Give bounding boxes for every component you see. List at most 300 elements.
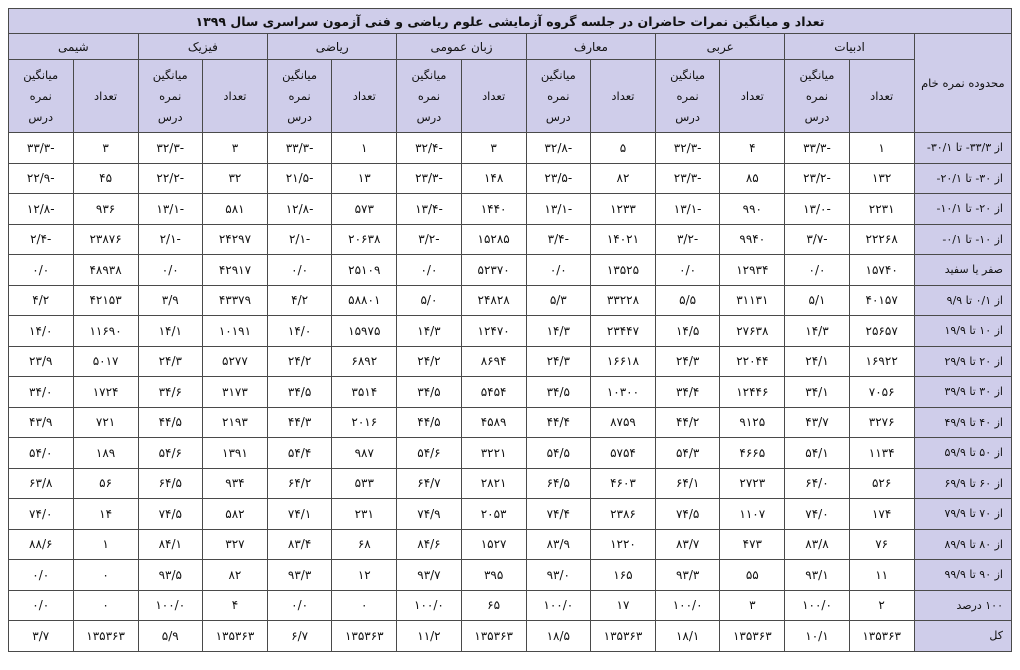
mean-cell: ۵۴/۶	[138, 438, 202, 469]
count-cell: ۱۴	[73, 499, 138, 530]
score-range-label: از ۴۰ تا ۴۹/۹	[914, 407, 1011, 438]
table-row	[9, 133, 1012, 164]
mean-header	[785, 60, 849, 133]
mean-cell: ۱۴/۳	[397, 316, 461, 347]
count-cell: ۰	[73, 590, 138, 621]
mean-cell: -۳۲/۳	[138, 133, 202, 164]
count-cell: ۳	[202, 133, 267, 164]
table-row	[9, 438, 1012, 469]
mean-cell: ۰/۰	[526, 255, 590, 286]
count-cell: ۱۷۲۴	[73, 377, 138, 408]
mean-cell: ۷۴/۴	[526, 499, 590, 530]
mean-cell: ۶۴/۵	[138, 468, 202, 499]
mean-cell: ۵۴/۱	[785, 438, 849, 469]
mean-cell: ۶۳/۸	[9, 468, 74, 499]
count-cell: ۵۴۵۴	[461, 377, 526, 408]
table-row	[9, 590, 1012, 621]
mean-cell: ۱۰۰/۰	[138, 590, 202, 621]
table-row	[9, 529, 1012, 560]
score-range-label: از ۰/۱ تا ۹/۹	[914, 285, 1011, 316]
mean-cell: ۴۴/۴	[526, 407, 590, 438]
count-cell: ۴۶۶۵	[720, 438, 785, 469]
count-cell: ۵۳۳	[332, 468, 397, 499]
score-range-label: صفر یا سفید	[914, 255, 1011, 286]
count-cell: ۲۲۳۱	[849, 194, 914, 225]
count-cell: ۵۸۲	[202, 499, 267, 530]
mean-header	[397, 60, 461, 133]
count-cell: ۳	[720, 590, 785, 621]
mean-cell: ۵/۱	[785, 285, 849, 316]
score-range-label: ۱۰۰ درصد	[914, 590, 1011, 621]
count-cell: ۸۷۵۹	[590, 407, 655, 438]
mean-cell: ۰/۰	[785, 255, 849, 286]
mean-cell: -۱۳/۱	[526, 194, 590, 225]
count-cell: ۳۹۵	[461, 560, 526, 591]
table-row	[9, 499, 1012, 530]
subject-header: ادبیات	[785, 34, 914, 60]
count-cell: ۶۸۹۲	[332, 346, 397, 377]
count-cell: ۳	[461, 133, 526, 164]
table-row	[9, 407, 1012, 438]
mean-cell: ۱۰۰/۰	[785, 590, 849, 621]
mean-header-line: نمره	[29, 88, 52, 103]
mean-cell: ۱۰۰/۰	[656, 590, 720, 621]
mean-cell: -۱۳/۴	[397, 194, 461, 225]
mean-cell: -۳۳/۳	[785, 133, 849, 164]
mean-cell: ۰/۰	[268, 255, 332, 286]
mean-cell: ۴۴/۳	[268, 407, 332, 438]
count-cell: ۳۱۷۳	[202, 377, 267, 408]
count-cell: ۲۵۱۰۹	[332, 255, 397, 286]
table-title: تعداد و میانگین نمرات حاضران در جلسه گروه آزمایشی علوم ریاضی و فنی آزمون سراسری سال ۱۳۹۹	[9, 9, 1012, 34]
count-cell: ۴۷۳	[720, 529, 785, 560]
mean-cell: ۳۴/۵	[397, 377, 461, 408]
mean-cell: ۲۴/۳	[656, 346, 720, 377]
count-cell: ۲۳۴۴۷	[590, 316, 655, 347]
mean-cell: ۳۴/۰	[9, 377, 74, 408]
count-cell: ۲۳۸۶	[590, 499, 655, 530]
count-cell: ۱۳۵۳۶۳	[849, 621, 914, 652]
mean-header	[9, 60, 74, 133]
mean-header-line: نمره	[288, 88, 311, 103]
count-cell: ۳۵۱۴	[332, 377, 397, 408]
mean-cell: -۲۳/۵	[526, 163, 590, 194]
count-cell: ۱۱۳۴	[849, 438, 914, 469]
score-range-label: از ۲۰ تا ۲۹/۹	[914, 346, 1011, 377]
mean-header	[268, 60, 332, 133]
count-cell: ۱	[332, 133, 397, 164]
count-cell: ۲۰۱۶	[332, 407, 397, 438]
mean-cell: -۱۳/۱	[656, 194, 720, 225]
mean-cell: ۶۴/۵	[526, 468, 590, 499]
mean-cell: ۸۳/۴	[268, 529, 332, 560]
mean-header-line: نمره	[417, 88, 441, 103]
count-cell: ۹۳۶	[73, 194, 138, 225]
count-cell: ۱۲۹۳۴	[720, 255, 785, 286]
count-cell: ۴۲۱۵۳	[73, 285, 138, 316]
mean-cell: ۷۴/۰	[9, 499, 74, 530]
count-cell: ۱۸۹	[73, 438, 138, 469]
mean-cell: ۸۳/۸	[785, 529, 849, 560]
table-row	[9, 285, 1012, 316]
count-header: تعداد	[590, 60, 655, 133]
score-range-label: کل	[914, 621, 1011, 652]
mean-cell: -۲۲/۹	[9, 163, 74, 194]
mean-header-line: درس	[28, 109, 54, 124]
count-cell: ۱۳۹۱	[202, 438, 267, 469]
mean-cell: ۵۴/۵	[526, 438, 590, 469]
score-range-label: از ۸۰ تا ۸۹/۹	[914, 529, 1011, 560]
count-cell: ۳۲۷	[202, 529, 267, 560]
subject-header-row	[9, 34, 1012, 60]
mean-header-line: درس	[416, 109, 442, 124]
mean-cell: ۱۸/۱	[656, 621, 720, 652]
mean-cell: ۹۳/۷	[397, 560, 461, 591]
count-cell: ۱۳۲	[849, 163, 914, 194]
mean-cell: ۸۳/۷	[656, 529, 720, 560]
mean-header-line: میانگین	[282, 67, 318, 82]
count-cell: ۱۳۵۳۶۳	[73, 621, 138, 652]
mean-header-line: میانگین	[540, 67, 576, 82]
mean-cell: ۵۴/۳	[656, 438, 720, 469]
count-cell: ۲۴۸۲۸	[461, 285, 526, 316]
count-cell: ۱۵۹۷۵	[332, 316, 397, 347]
table-row	[9, 163, 1012, 194]
mean-cell: ۶۴/۰	[785, 468, 849, 499]
count-cell: ۱۴۴۰	[461, 194, 526, 225]
count-cell: ۱	[849, 133, 914, 164]
count-cell: ۹۹۰	[720, 194, 785, 225]
table-row	[9, 194, 1012, 225]
count-header: تعداد	[202, 60, 267, 133]
table-row	[9, 224, 1012, 255]
count-cell: ۹۹۴۰	[720, 224, 785, 255]
mean-header-line: درس	[804, 109, 830, 124]
mean-cell: -۳/۴	[526, 224, 590, 255]
mean-cell: -۱۲/۸	[268, 194, 332, 225]
mean-cell: ۵/۹	[138, 621, 202, 652]
score-range-label: از ۳۰- تا ۲۰/۱-	[914, 163, 1011, 194]
count-cell: ۳	[73, 133, 138, 164]
mean-cell: ۰/۰	[9, 560, 74, 591]
mean-cell: ۷۴/۰	[785, 499, 849, 530]
mean-cell: ۰/۰	[656, 255, 720, 286]
count-cell: ۲	[849, 590, 914, 621]
mean-cell: ۴۳/۷	[785, 407, 849, 438]
count-cell: ۱۳۵۳۶۳	[461, 621, 526, 652]
count-header: تعداد	[849, 60, 914, 133]
mean-cell: -۲/۱	[268, 224, 332, 255]
count-cell: ۱۲۲۰	[590, 529, 655, 560]
count-cell: ۵۲۶	[849, 468, 914, 499]
mean-cell: ۷۴/۵	[656, 499, 720, 530]
count-cell: ۳۲۷۶	[849, 407, 914, 438]
mean-header-line: میانگین	[799, 67, 835, 82]
count-cell: ۲۰۶۳۸	[332, 224, 397, 255]
mean-header-line: نمره	[805, 88, 829, 103]
mean-cell: ۱۰۰/۰	[397, 590, 461, 621]
mean-cell: ۰/۰	[138, 255, 202, 286]
mean-cell: -۳۳/۳	[9, 133, 74, 164]
count-cell: ۳۱۱۳۱	[720, 285, 785, 316]
count-cell: ۱۲	[332, 560, 397, 591]
count-cell: ۹۱۲۵	[720, 407, 785, 438]
count-cell: ۳۳۲۲۸	[590, 285, 655, 316]
subject-header: زبان عمومی	[397, 34, 526, 60]
count-header: تعداد	[332, 60, 397, 133]
count-cell: ۹۳۴	[202, 468, 267, 499]
mean-header-line: میانگین	[23, 67, 59, 82]
count-cell: ۹۸۷	[332, 438, 397, 469]
mean-cell: ۹۳/۳	[268, 560, 332, 591]
mean-header	[138, 60, 202, 133]
mean-cell: -۱۳/۱	[138, 194, 202, 225]
mean-cell: -۳/۷	[785, 224, 849, 255]
subject-header: عربی	[656, 34, 785, 60]
results-table	[8, 8, 1012, 652]
mean-cell: ۷۴/۹	[397, 499, 461, 530]
score-range-label: از ۹۰ تا ۹۹/۹	[914, 560, 1011, 591]
mean-cell: ۴۴/۵	[397, 407, 461, 438]
mean-cell: -۳/۲	[656, 224, 720, 255]
score-range-label: از ۷۰ تا ۷۹/۹	[914, 499, 1011, 530]
mean-cell: ۱۴/۳	[785, 316, 849, 347]
mean-cell: ۸۸/۶	[9, 529, 74, 560]
mean-cell: ۶۴/۷	[397, 468, 461, 499]
count-cell: ۱۱	[849, 560, 914, 591]
mean-cell: ۲۳/۹	[9, 346, 74, 377]
count-cell: ۱۳۵۲۵	[590, 255, 655, 286]
count-cell: ۲۸۲۱	[461, 468, 526, 499]
count-cell: ۲۳۱	[332, 499, 397, 530]
subject-header: معارف	[526, 34, 655, 60]
count-cell: ۴	[202, 590, 267, 621]
mean-cell: ۲۴/۳	[526, 346, 590, 377]
mean-header-line: درس	[287, 109, 312, 124]
count-cell: ۱۰۱۹۱	[202, 316, 267, 347]
count-cell: ۵۲۳۷۰	[461, 255, 526, 286]
count-cell: ۷۰۵۶	[849, 377, 914, 408]
count-cell: ۵۸۸۰۱	[332, 285, 397, 316]
score-range-label: از ۵۰ تا ۵۹/۹	[914, 438, 1011, 469]
mean-cell: ۱۴/۰	[268, 316, 332, 347]
score-range-label: از ۶۰ تا ۶۹/۹	[914, 468, 1011, 499]
mean-header	[526, 60, 590, 133]
sub-header-row	[9, 60, 1012, 133]
count-cell: ۸۶۹۴	[461, 346, 526, 377]
count-cell: ۲۷۶۳۸	[720, 316, 785, 347]
count-cell: ۱۶۶۱۸	[590, 346, 655, 377]
mean-cell: -۳/۲	[397, 224, 461, 255]
mean-cell: ۱۰۰/۰	[526, 590, 590, 621]
mean-header-line: نمره	[159, 88, 182, 103]
count-cell: ۱	[73, 529, 138, 560]
mean-cell: -۳۲/۴	[397, 133, 461, 164]
mean-cell: ۲۴/۳	[138, 346, 202, 377]
count-cell: ۵۸۱	[202, 194, 267, 225]
mean-cell: ۱۴/۵	[656, 316, 720, 347]
count-cell: ۱۶۹۲۲	[849, 346, 914, 377]
count-cell: ۵۷۳	[332, 194, 397, 225]
mean-cell: ۵/۰	[397, 285, 461, 316]
mean-header-line: درس	[545, 109, 571, 124]
count-cell: ۱۰۳۰۰	[590, 377, 655, 408]
count-cell: ۱۲۳۳	[590, 194, 655, 225]
mean-cell: -۲۳/۲	[785, 163, 849, 194]
count-cell: ۵۲۷۷	[202, 346, 267, 377]
mean-cell: ۶۴/۱	[656, 468, 720, 499]
subject-header: فیزیک	[138, 34, 267, 60]
count-header: تعداد	[73, 60, 138, 133]
count-cell: ۴۵۸۹	[461, 407, 526, 438]
count-cell: ۲۰۵۳	[461, 499, 526, 530]
mean-cell: ۵/۳	[526, 285, 590, 316]
count-cell: ۷۶	[849, 529, 914, 560]
mean-cell: ۷۴/۵	[138, 499, 202, 530]
mean-cell: ۳/۹	[138, 285, 202, 316]
mean-cell: ۱۴/۱	[138, 316, 202, 347]
mean-cell: ۰/۰	[9, 255, 74, 286]
count-cell: ۰	[73, 560, 138, 591]
count-cell: ۱۳۵۳۶۳	[202, 621, 267, 652]
count-cell: ۴	[720, 133, 785, 164]
count-cell: ۲۲۲۶۸	[849, 224, 914, 255]
mean-header-line: میانگین	[152, 67, 188, 82]
count-cell: ۱۵۲۸۵	[461, 224, 526, 255]
count-cell: ۵	[590, 133, 655, 164]
count-cell: ۱۵۲۷	[461, 529, 526, 560]
count-cell: ۸۵	[720, 163, 785, 194]
count-cell: ۳۲۲۱	[461, 438, 526, 469]
mean-cell: ۱۸/۵	[526, 621, 590, 652]
count-cell: ۳۲	[202, 163, 267, 194]
count-header: تعداد	[461, 60, 526, 133]
count-cell: ۲۲۰۴۴	[720, 346, 785, 377]
mean-header-line: درس	[157, 109, 183, 124]
table-row	[9, 560, 1012, 591]
row-header-label: محدوده نمره خام	[914, 34, 1011, 133]
mean-cell: ۴/۲	[9, 285, 74, 316]
mean-cell: ۸۴/۶	[397, 529, 461, 560]
mean-header-line: درس	[675, 109, 700, 124]
mean-cell: ۱۱/۲	[397, 621, 461, 652]
count-cell: ۱۳	[332, 163, 397, 194]
score-range-label: از ۱۰- تا ۰/۱-	[914, 224, 1011, 255]
count-cell: ۱۵۷۴۰	[849, 255, 914, 286]
count-cell: ۴۰۱۵۷	[849, 285, 914, 316]
mean-cell: ۶۴/۲	[268, 468, 332, 499]
table-row	[9, 255, 1012, 286]
mean-cell: ۶/۷	[268, 621, 332, 652]
count-cell: ۸۲	[202, 560, 267, 591]
mean-cell: ۵۴/۶	[397, 438, 461, 469]
count-cell: ۵۵	[720, 560, 785, 591]
count-cell: ۱۳۵۳۶۳	[332, 621, 397, 652]
mean-cell: ۹۳/۰	[526, 560, 590, 591]
mean-cell: ۰/۰	[268, 590, 332, 621]
results-table-container	[8, 8, 1012, 652]
mean-cell: -۳۲/۳	[656, 133, 720, 164]
table-row	[9, 377, 1012, 408]
mean-cell: -۳۲/۸	[526, 133, 590, 164]
mean-cell: ۳۴/۵	[526, 377, 590, 408]
mean-cell: ۸۴/۱	[138, 529, 202, 560]
count-cell: ۴۳۳۷۹	[202, 285, 267, 316]
mean-cell: ۱۴/۰	[9, 316, 74, 347]
count-cell: ۱۴۸	[461, 163, 526, 194]
mean-header-line: نمره	[547, 88, 570, 103]
count-cell: ۱۴۰۲۱	[590, 224, 655, 255]
mean-cell: -۲۲/۲	[138, 163, 202, 194]
mean-header-line: نمره	[676, 88, 699, 103]
mean-cell: -۲۳/۳	[656, 163, 720, 194]
mean-cell: ۵۴/۴	[268, 438, 332, 469]
mean-header	[656, 60, 720, 133]
mean-cell: ۹۳/۵	[138, 560, 202, 591]
mean-cell: ۳/۷	[9, 621, 74, 652]
count-cell: ۱۲۴۴۶	[720, 377, 785, 408]
count-cell: ۷۲۱	[73, 407, 138, 438]
mean-cell: -۲۳/۳	[397, 163, 461, 194]
count-cell: ۱۱۰۷	[720, 499, 785, 530]
table-body	[9, 133, 1012, 652]
score-range-label: از ۳۳/۳- تا ۳۰/۱-	[914, 133, 1011, 164]
mean-cell: ۳۴/۶	[138, 377, 202, 408]
mean-cell: -۳۳/۳	[268, 133, 332, 164]
count-cell: ۶۵	[461, 590, 526, 621]
table-row	[9, 316, 1012, 347]
mean-cell: ۰/۰	[397, 255, 461, 286]
count-cell: ۵۶	[73, 468, 138, 499]
count-cell: ۱۷	[590, 590, 655, 621]
count-cell: ۱۳۵۳۶۳	[720, 621, 785, 652]
subject-header: ریاضی	[268, 34, 397, 60]
mean-cell: ۱۰/۱	[785, 621, 849, 652]
table-row	[9, 621, 1012, 652]
mean-header-line: میانگین	[411, 67, 447, 82]
count-cell: ۲۳۸۷۶	[73, 224, 138, 255]
count-cell: ۴۸۹۳۸	[73, 255, 138, 286]
mean-cell: ۹۳/۳	[656, 560, 720, 591]
mean-cell: ۴۳/۹	[9, 407, 74, 438]
mean-cell: -۱۳/۰	[785, 194, 849, 225]
mean-cell: ۲۴/۲	[397, 346, 461, 377]
count-cell: ۱۶۵	[590, 560, 655, 591]
mean-cell: -۲۱/۵	[268, 163, 332, 194]
subject-header: شیمی	[9, 34, 139, 60]
count-cell: ۰	[332, 590, 397, 621]
mean-cell: ۲۴/۲	[268, 346, 332, 377]
mean-cell: ۴/۲	[268, 285, 332, 316]
table-row	[9, 346, 1012, 377]
count-cell: ۱۳۵۳۶۳	[590, 621, 655, 652]
count-cell: ۶۸	[332, 529, 397, 560]
count-cell: ۵۰۱۷	[73, 346, 138, 377]
mean-cell: ۳۴/۵	[268, 377, 332, 408]
mean-header-line: میانگین	[670, 67, 706, 82]
count-cell: ۲۱۹۳	[202, 407, 267, 438]
mean-cell: ۴۴/۲	[656, 407, 720, 438]
count-cell: ۱۲۴۷۰	[461, 316, 526, 347]
mean-cell: ۹۳/۱	[785, 560, 849, 591]
mean-cell: ۵/۵	[656, 285, 720, 316]
mean-cell: ۵۴/۰	[9, 438, 74, 469]
count-cell: ۲۵۶۵۷	[849, 316, 914, 347]
table-row	[9, 468, 1012, 499]
mean-cell: -۲/۴	[9, 224, 74, 255]
mean-cell: -۲/۱	[138, 224, 202, 255]
score-range-label: از ۲۰- تا ۱۰/۱-	[914, 194, 1011, 225]
